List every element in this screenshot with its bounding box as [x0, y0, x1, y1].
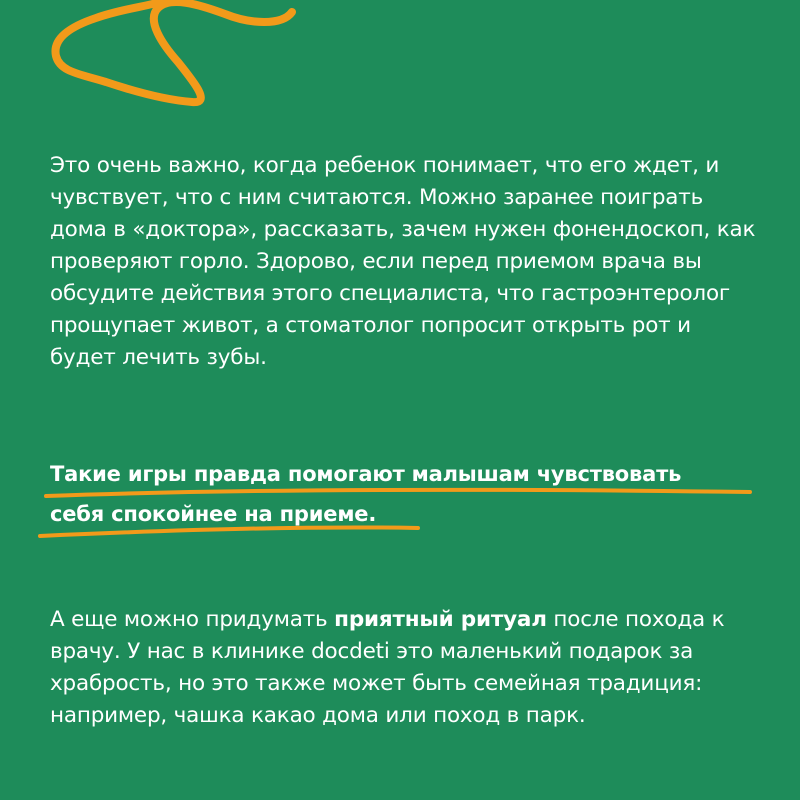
ritual-paragraph: [50, 604, 760, 732]
highlight-line-2: себя спокойнее на приеме.: [50, 502, 377, 526]
ritual-text-before: А еще можно придумать: [50, 607, 335, 632]
orange-squiggle-icon: [0, 0, 320, 120]
intro-paragraph: Это очень важно, когда ребенок понимает, что его ждет, и чувствует, что с ним считаются. Можно заранее поиграть дома в «доктора», рассказать, зачем нужен фонендоскоп, как проверяют горло. Здорово, если перед приемом врача вы обсудите действия этого специалиста, что гастроэнтеролог прощупает живот, а стоматолог попросит открыть рот и будет лечить зубы.: [50, 153, 756, 370]
ritual-text-after: после похода к врачу. У нас в клинике docdeti это маленький подарок за храбрость, но это также может быть семейная традиция: например, чашка какао дома или поход в парк.: [50, 607, 725, 728]
highlight-quote: [50, 456, 770, 536]
ritual-bold-phrase: приятный ритуал: [334, 607, 547, 632]
highlight-line-1: Такие игры правда помогают малышам чувствовать: [50, 462, 682, 486]
